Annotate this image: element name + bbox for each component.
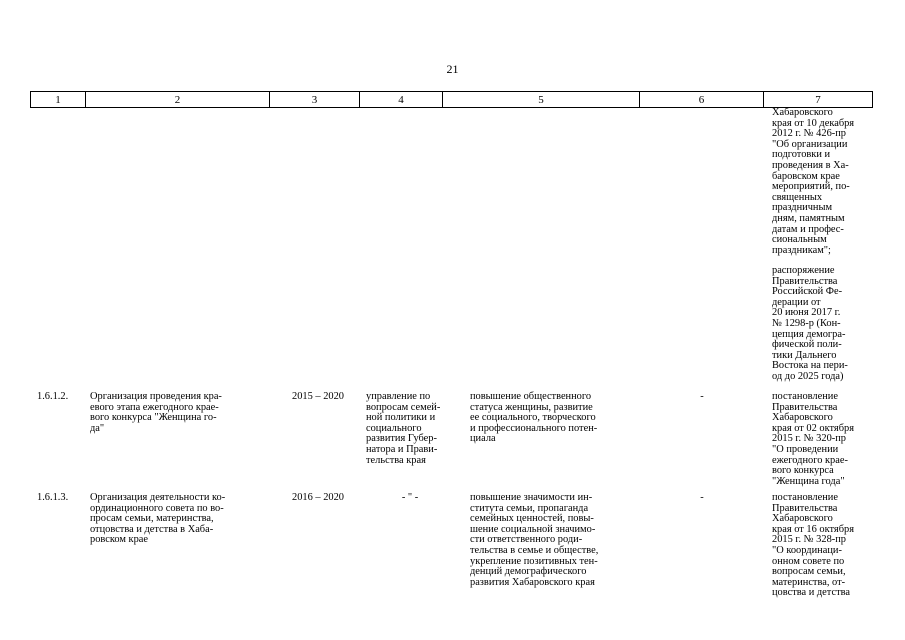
row-col6: - (700, 391, 704, 402)
row-executor: управление по вопросам семей- ной политики и социального развития Губер- натора и Прави- тельства края (366, 391, 441, 466)
row-col6: - (700, 492, 704, 503)
page-number: 21 (446, 62, 459, 76)
column-header-4: 4 (360, 92, 443, 108)
continuation-basis-part2: распоряжение Правительства Российской Фе- дерации от 20 июня 2017 г. № 1298-р (Кон- цепция демогра- фической поли- тики Дальнего Востока на пери- од до 2025 года) (772, 265, 848, 382)
row-basis: постановление Правительства Хабаровского края от 16 октября 2015 г. № 328-пр "О координаци- онном совете по вопросам семьи, материнства, от- цовства и детства (772, 492, 854, 599)
column-header-5: 5 (443, 92, 640, 108)
row-activity: Организация проведения кра- евого этапа ежегодного крае- вого конкурса "Женщина го- да" (90, 391, 222, 434)
continuation-basis-part1: Хабаровского края от 10 декабря 2012 г. № 426-пр "Об организации подготовки и проведения в Ха- баровском крае мероприятий, по- священных праздничным дням, памятным датам и профес- сиональным праздникам"; (772, 107, 855, 256)
row-period: 2015 – 2020 (292, 391, 344, 402)
row-activity: Организация деятельности ко- ординационного совета по во- просам семьи, материнства, отцовства и детства в Хаба- ровском крае (90, 492, 226, 546)
row-number: 1.6.1.3. (37, 492, 69, 503)
row-executor: - " - (401, 492, 419, 503)
row-result: повышение значимости ин- ститута семьи, пропаганда семейных ценностей, повы- шение социальной значимо- сти ответственного роди- тельства в семье и обществе, укрепление позитивных тен- денций демографического развития Хабаровского края (470, 492, 599, 588)
column-header-7: 7 (764, 92, 873, 108)
column-header-6: 6 (640, 92, 764, 108)
row-number: 1.6.1.2. (37, 391, 69, 402)
row-basis: постановление Правительства Хабаровского края от 02 октября 2015 г. № 320-пр "О проведении ежегодного крае- вого конкурса "Женщина года" (772, 391, 854, 487)
row-period: 2016 – 2020 (292, 492, 344, 503)
column-number-header (30, 91, 873, 108)
row-result: повышение общественного статуса женщины, развитие ее социального, творческого и профессионального потен- циала (470, 391, 598, 445)
column-header-3: 3 (270, 92, 360, 108)
column-header-2: 2 (86, 92, 270, 108)
column-header-1: 1 (31, 92, 86, 108)
